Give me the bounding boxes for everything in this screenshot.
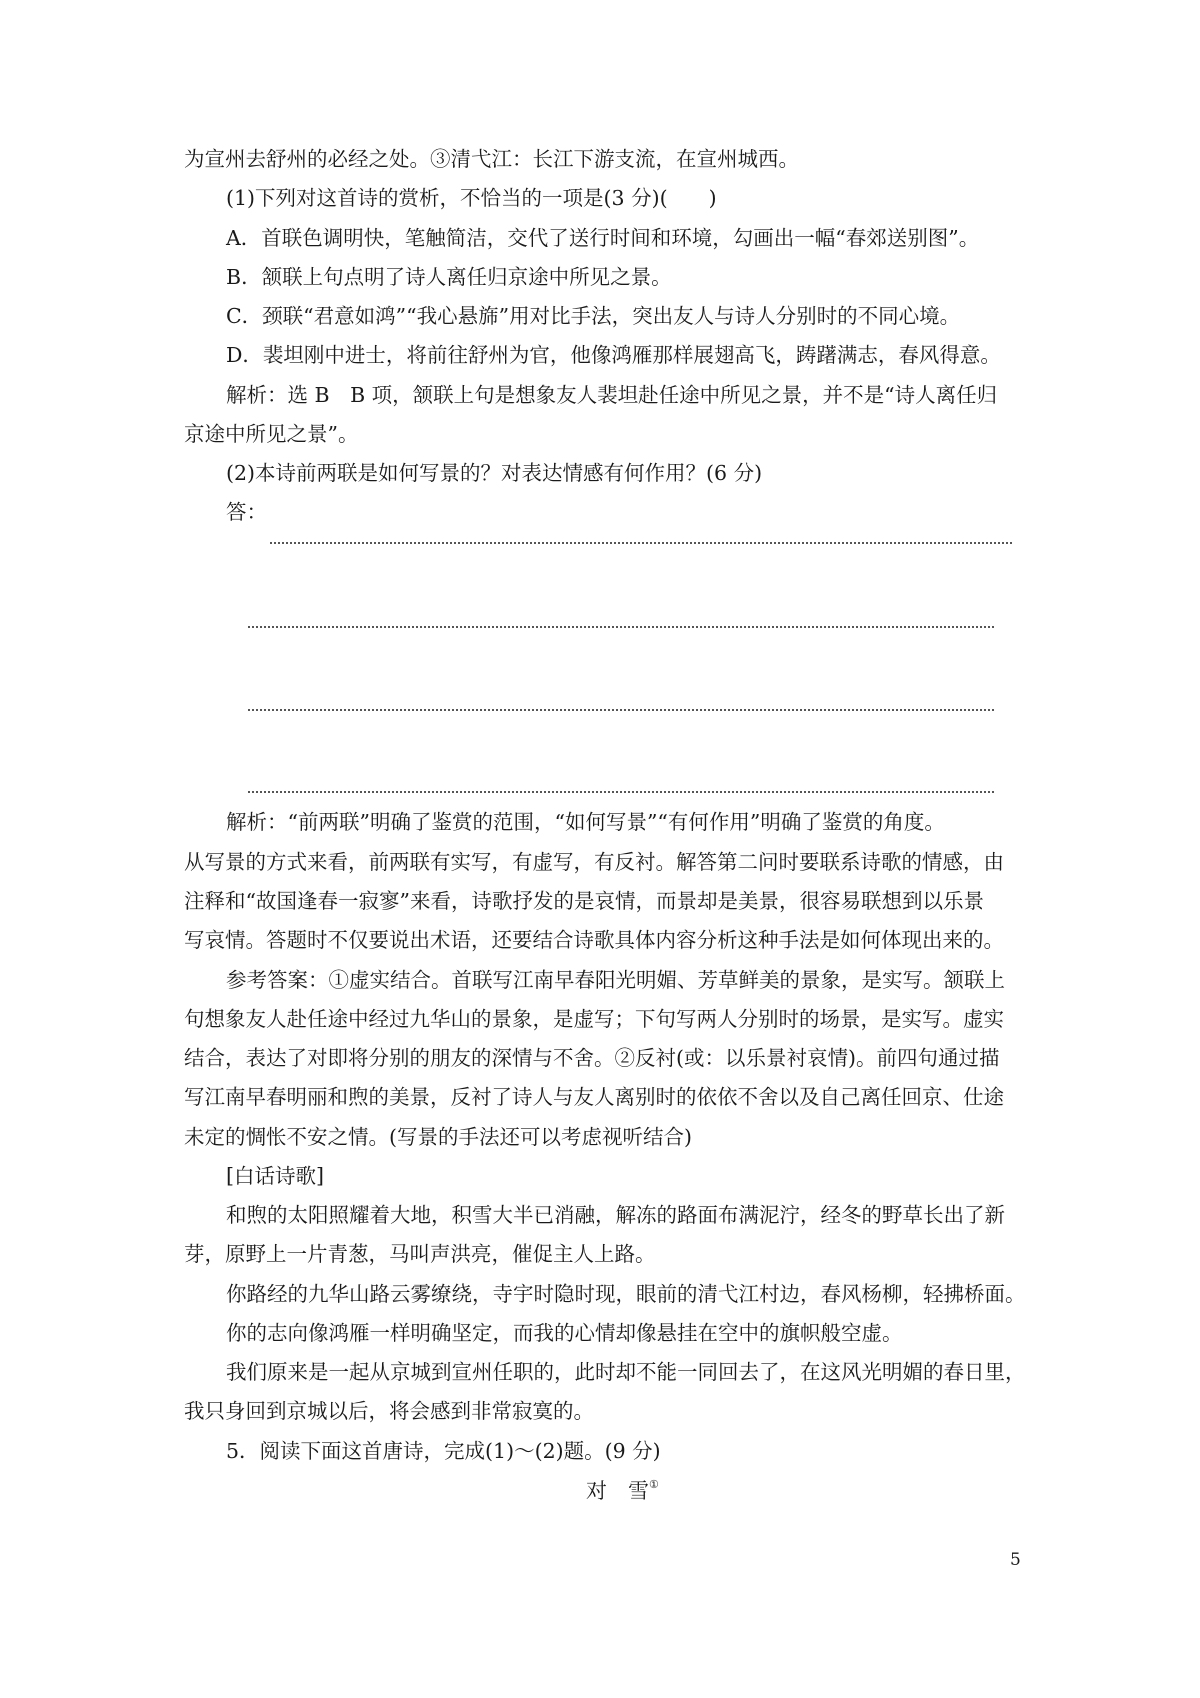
- reference-answer-cont: 结合，表达了对即将分别的朋友的深情与不舍。②反衬(或：以乐景衬哀情)。前四句通过描: [184, 1046, 1000, 1070]
- translation-line: 你路经的九华山路云雾缭绕，寺宇时隐时现，眼前的清弋江村边，春风杨柳，轻拂桥面。: [226, 1282, 1026, 1306]
- analysis-2-cont: 注释和“故国逢春一寂寥”来看，诗歌抒发的是哀情，而景却是美景，很容易联想到以乐景: [184, 889, 984, 913]
- option-c: C．颈联“君意如鸿”“我心悬旆”用对比手法，突出友人与诗人分别时的不同心境。: [226, 304, 961, 328]
- answer-label: 答：: [226, 500, 267, 524]
- reference-answer-cont: 未定的惆怅不安之情。(写景的手法还可以考虑视听结合): [184, 1125, 692, 1149]
- reference-answer-cont: 句想象友人赴任途中经过九华山的景象，是虚写；下句写两人分别时的场景，是实写。虚实: [184, 1007, 1004, 1031]
- analysis-2-cont: 从写景的方式来看，前两联有实写，有虚写，有反衬。解答第二问时要联系诗歌的情感，由: [184, 850, 1004, 874]
- translation-line: 和煦的太阳照耀着大地，积雪大半已消融，解冻的路面布满泥泞，经冬的野草长出了新: [226, 1203, 1005, 1227]
- translation-line: 你的志向像鸿雁一样明确坚定，而我的心情却像悬挂在空中的旗帜般空虚。: [226, 1321, 903, 1345]
- reference-answer-cont: 写江南早春明丽和煦的美景，反衬了诗人与友人离别时的依依不舍以及自己离任回京、仕途: [184, 1085, 1004, 1109]
- translation-line: 芽，原野上一片青葱，马叫声洪亮，催促主人上路。: [184, 1242, 656, 1266]
- translation-line: 我们原来是一起从京城到宣州任职的，此时却不能一同回去了，在这风光明媚的春日里，: [226, 1360, 1026, 1384]
- answer-line-2: [248, 626, 994, 628]
- option-a: A．首联色调明快，笔触简洁，交代了送行时间和环境，勾画出一幅“春郊送别图”。: [226, 226, 980, 250]
- answer-line-4: [248, 791, 994, 793]
- question-5: 5．阅读下面这首唐诗，完成(1)～(2)题。(9 分): [226, 1439, 661, 1463]
- analysis-1-cont: 京途中所见之景”。: [184, 422, 359, 446]
- answer-line-1: [270, 542, 1012, 544]
- question-1: (1)下列对这首诗的赏析，不恰当的一项是(3 分)( ): [226, 186, 717, 210]
- answer-line-3: [248, 709, 994, 711]
- reference-answer: 参考答案：①虚实结合。首联写江南早春阳光明媚、芳草鲜美的景象，是实写。颔联上: [226, 968, 1005, 992]
- option-b: B．颔联上句点明了诗人离任归京途中所见之景。: [226, 265, 672, 289]
- text-line: 为宣州去舒州的必经之处。③清弋江：长江下游支流，在宣州城西。: [184, 147, 799, 171]
- analysis-2-cont: 写哀情。答题时不仅要说出术语，还要结合诗歌具体内容分析这种手法是如何体现出来的。: [184, 928, 1004, 952]
- analysis-2: 解析：“前两联”明确了鉴赏的范围，“如何写景”“有何作用”明确了鉴赏的角度。: [226, 810, 945, 834]
- poem-title: [586, 1475, 659, 1505]
- page-number: 5: [1010, 1550, 1021, 1570]
- footnote-marker: ①: [649, 1478, 659, 1491]
- section-heading: [白话诗歌]: [226, 1164, 324, 1188]
- poem-title-text: 对 雪: [586, 1479, 649, 1503]
- analysis-1: 解析：选 B B 项，颔联上句是想象友人裴坦赴任途中所见之景，并不是“诗人离任归: [226, 383, 998, 407]
- question-2: (2)本诗前两联是如何写景的？对表达情感有何作用？(6 分): [226, 461, 763, 485]
- translation-line: 我只身回到京城以后，将会感到非常寂寞的。: [184, 1399, 594, 1423]
- option-d: D．裴坦刚中进士，将前往舒州为官，他像鸿雁那样展翅高飞，踌躇满志，春风得意。: [226, 343, 1001, 367]
